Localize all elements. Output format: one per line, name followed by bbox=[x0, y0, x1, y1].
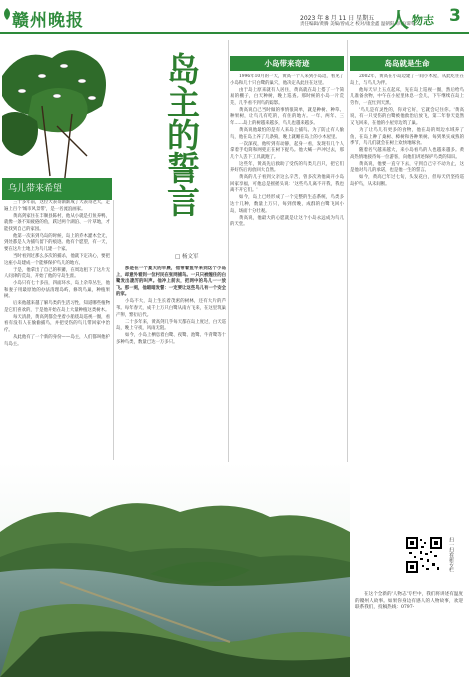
section-name-wuzhi: 物志 bbox=[412, 14, 434, 27]
hero-illustration bbox=[2, 36, 260, 198]
paragraph: 后来他越来越了解鸟类的生活习性，知道哪些植物是它们喜欢的，于是他开始在岛上大量种植这类树木。 bbox=[4, 301, 110, 313]
page-number: 3 bbox=[449, 6, 461, 26]
paragraph: 二十多年来，黄高剑几乎每天都在岛上度过，白天巡岛，晚上守夜，风雨无阻。 bbox=[116, 319, 226, 332]
paragraph: 小岛只有七十多亩，四面环水，岛上杂草丛生，他和妻子用最原始的办法清理岛屿，修筑鸟巢，种植果树。 bbox=[4, 281, 110, 300]
island-landscape-photo bbox=[0, 462, 350, 677]
paragraph: 他每天早上五点起床，先在岛上巡视一圈，然后给鸟儿准备食物，中午在小屋里休息一会儿，下午继续在岛上劳作，一直忙到天黑。 bbox=[350, 87, 464, 106]
paragraph: 当时看到过那么多次的捕杀，他就下定决心，要把这座小岛建成一个能够保护鸟儿的地方。 bbox=[4, 253, 110, 266]
paragraph: 2002年，黄高在小岛边建了一间小木屋，从此吃住在岛上，与鸟儿为伴。 bbox=[350, 74, 464, 86]
masthead-rule bbox=[0, 32, 469, 34]
paragraph: 为了让鸟儿有更多的食物，他在岛的周边水域养了鱼，在岛上种了桑树、樟树和各种果树。每到果实成熟的季节，鸟儿们就会在树上欢快地啄食。 bbox=[350, 127, 464, 147]
paragraph: 随着名气越来越大，来小岛看鸟的人也越来越多。黄高热情地接待每一位游客，向他们讲述保护鸟类的知识。 bbox=[350, 148, 464, 160]
column-divider bbox=[113, 200, 114, 460]
section-heading-right: 岛岛就是生命 bbox=[350, 56, 464, 71]
editor-note bbox=[355, 592, 463, 612]
feature-headline: 岛主的誓言 bbox=[162, 52, 201, 217]
paragraph: 黄高说，他要一直守下去，守到自己守不动为止，这是他对鸟儿的承诺，也是他一生的誓言。 bbox=[350, 161, 464, 174]
paragraph: 这些年，黄高先后救助了受伤的鸟类几百只，把它们养好伤后再放回大自然。 bbox=[230, 161, 344, 174]
paragraph: 黄高剑家住在丰顺县陈村，他从小就是打鱼养鸭，就像一条不知疲倦的鱼，跃过两个湖泊、一片草地，才能找到自己的家园。 bbox=[4, 213, 110, 232]
paragraph: '鸟儿是有灵性的，你对它好，它就会记住你。'黄高说，有一只受伤的白鹭被他救治后放飞，第二年春天竟然又飞回来，在他的小屋旁边筑了巢。 bbox=[350, 107, 464, 126]
paragraph: 他第一次来到乌岛的时候，岛上的乔木灌木全无，到处都是人为捕鸟留下的痕迹。他有个愿望，有一天，要在这片土地上为鸟儿建一个家。 bbox=[4, 233, 110, 252]
paragraph: 如今，岛上已经形成了一个完整的生态系统，鸟类多达十几种，数量上万只，每到傍晚，成群的白鹭飞回小岛，场面十分壮观。 bbox=[230, 195, 344, 214]
lead-column-text bbox=[116, 266, 226, 460]
qr-code-icon[interactable] bbox=[406, 537, 442, 573]
paragraph: 黄高的儿子看到父亲这么辛苦，曾多次劝他离开小岛回家享福，可他总是摇摇头说：'这些鸟儿离不开我，我也离不开它们。' bbox=[230, 175, 344, 194]
paragraph: 于是，他拿出了自己的积蓄，在周边租下了这片无人问津的荒岛，开始了他的守岛生涯。 bbox=[4, 267, 110, 280]
left-column-text bbox=[4, 200, 110, 450]
paragraph: 小岛不大，岛上生长着茂密的树林，还有大片的芦苇。每年春天，成千上万只白鹭从南方飞来，在这里筑巢产卵，繁衍后代。 bbox=[116, 299, 226, 318]
section-heading-mid: 小岛带来奇迹 bbox=[230, 56, 344, 71]
section-name-ren: 人 bbox=[389, 8, 409, 32]
lead-paragraph: 那是在一个夏天的早晨，他带着鱼竿来到这个小岛上，却意外看到一位村民在张网捕鸟。一只只被缠住的白鹭发出凄厉的叫声。他冲上前去，把网中的鸟儿一一放飞。那一刻，他暗暗发誓：一定要让这些鸟儿有一个安全的家。 bbox=[116, 266, 226, 298]
qr-scan-label: 扫一扫看新专栏 bbox=[448, 537, 454, 572]
paragraph: 黄高说他最怕的是有人来岛上捕鸟。为了防止有人偷鸟，他在岛上养了几条狗，晚上就睡在岛上的小木屋里。 bbox=[230, 127, 344, 140]
column-divider bbox=[228, 40, 229, 532]
photo-caption: 乌儿带来希望 bbox=[2, 178, 112, 200]
logo-emblem-icon bbox=[2, 8, 12, 20]
paragraph: 一次深夜，他听到有动静，起身一看，发现有几个人拿着手电筒和网兜正在树下捉鸟。他大喊一声冲过去，那几个人丢下工具就跑了。 bbox=[230, 141, 344, 160]
paragraph: 黄高说，他最大的心愿就是让这个小岛永远成为鸟儿的天堂。 bbox=[230, 215, 344, 228]
byline: □ 杨文军 bbox=[175, 254, 199, 260]
paragraph: 1996年10月的一天，黄高一个人来到小岛边，看见了小岛和几十只白鹭的巢穴，他决定从此住在这里。 bbox=[230, 74, 344, 86]
right-column-text bbox=[350, 74, 464, 534]
paragraph: 三十多年前，这位大表哥渐渐成了大表哥老大，走遍上百个'城市风景带'，是一名流浪画家。 bbox=[4, 200, 110, 212]
paragraph: 如今，黄高已年过七旬，头发花白，但每天仍坚持巡岛护鸟，从未间断。 bbox=[350, 175, 464, 187]
paragraph: 每天清晨，黄高剑都会坐着小船绕岛巡视一圈，看看有没有人在偷偷捕鸟，并把受伤的鸟儿带回家中治疗。 bbox=[4, 314, 110, 334]
editor-credits: 责任编辑/黄腾 美编/曾成之 校对/康金鑫 温朝阳 审稿/谭零 bbox=[300, 22, 416, 27]
note-text: 在这个全新的'人物志'专栏中，我们将讲述有温度的赣州人故事。如果你身边有感人的人物故事，欢迎联系我们，投稿热线：0797- bbox=[355, 592, 463, 611]
paragraph: 由于岛上原来就有人居住，黄高就在岛上搭了一个简易的棚子，白天种树，晚上巡查。那时候的小岛一片荒芜，几乎看不到鸟的踪影。 bbox=[230, 87, 344, 106]
paragraph: 黄高说自己当时做的事情很简单，就是种树、种草、种果树，让鸟儿有吃的，有住的地方。一年、两年、三年……岛上的树越来越多，鸟儿也越来越多。 bbox=[230, 107, 344, 126]
paragraph: 从此他有了一个新的身份——岛主，人们都叫他护鸟岛主。 bbox=[4, 335, 110, 347]
newspaper-logo: 赣州晚报 bbox=[12, 11, 84, 31]
paragraph: 如今，小岛上栖息着白鹭、夜鹭、池鹭、牛背鹭等十多种鸟类，数量已达一万多只。 bbox=[116, 333, 226, 345]
dateline: 2023 年 8 月 11 日 星期五 bbox=[300, 15, 375, 22]
